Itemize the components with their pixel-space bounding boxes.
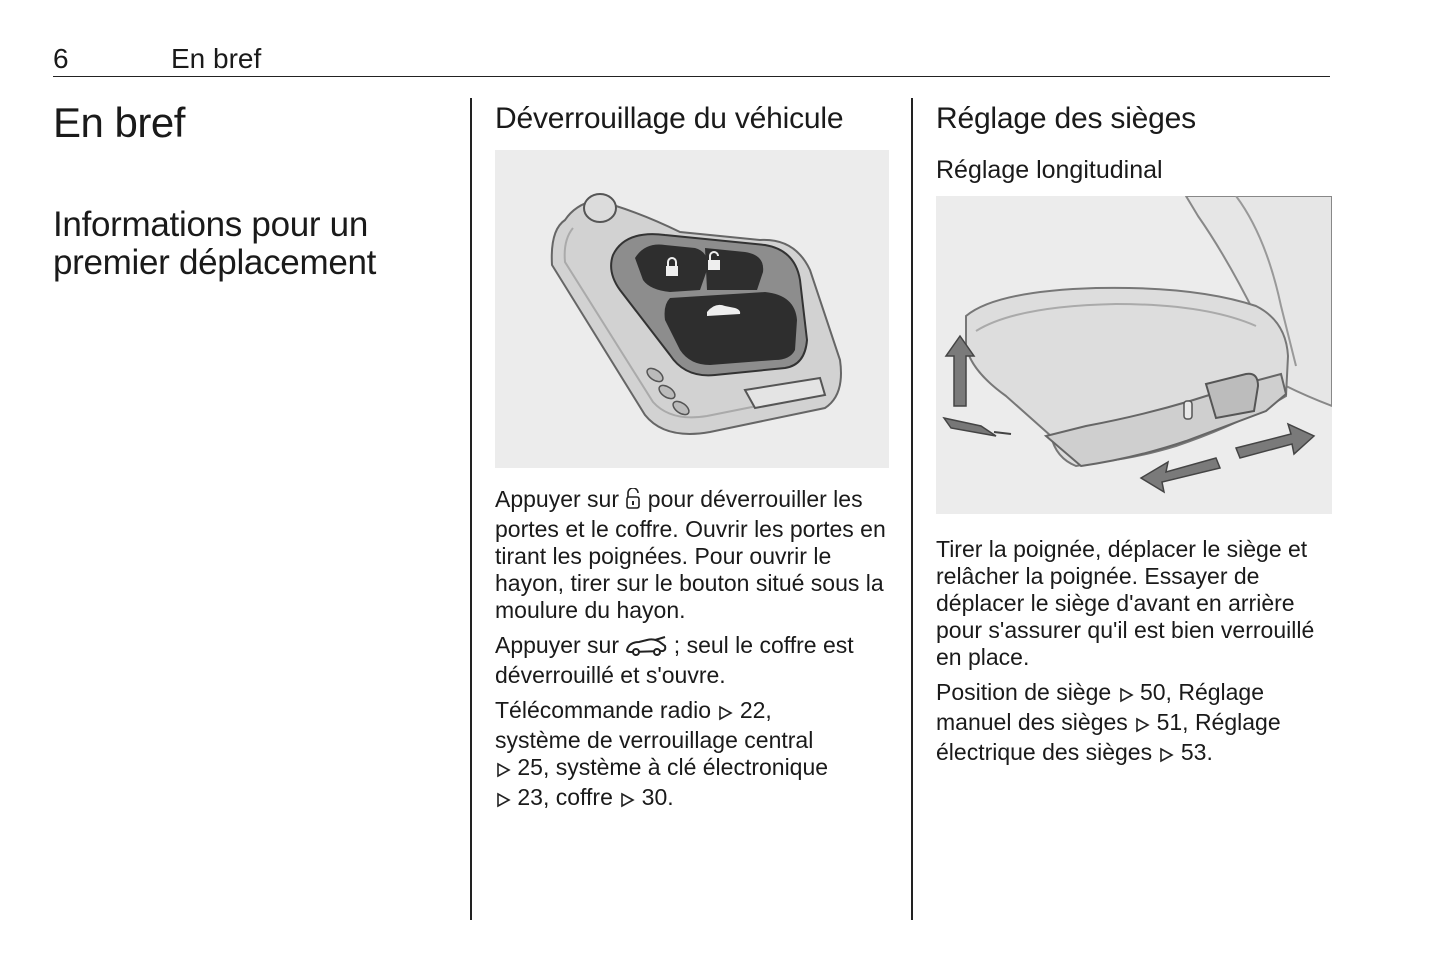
chapter-title: En bref [53, 99, 185, 146]
trunk-open-icon [625, 635, 667, 662]
references-paragraph [495, 697, 890, 814]
ref-text: Position de siège [936, 679, 1112, 705]
trunk-text-b: ; seul le coffre est déverrouillé et s'ouvre. [495, 632, 854, 688]
column-2 [495, 98, 890, 814]
unlock-text-b: pour déverrouiller les portes et le coffre. Ouvrir les portes en tirant les poignées. Pour ouvrir le hayon, tirer sur le bouton situé sous la moulure du hayon. [495, 486, 886, 623]
section-title: Informations pour un premier déplacement [53, 205, 377, 282]
page-reference-icon [1158, 742, 1174, 769]
seats-heading: Réglage des sièges [936, 102, 1196, 135]
column-divider-1 [470, 98, 472, 920]
seat-adjustment-illustration [936, 196, 1332, 514]
page-reference-icon [1134, 712, 1150, 739]
column-1 [53, 98, 453, 282]
page-header [53, 40, 1330, 77]
unlock-text-a: Appuyer sur [495, 486, 620, 512]
page-reference-icon [495, 757, 511, 784]
unlock-heading: Déverrouillage du véhicule [495, 102, 844, 135]
trunk-text-a: Appuyer sur [495, 632, 620, 658]
ref-link-remote[interactable]: 22, [739, 697, 772, 723]
unlock-icon [625, 488, 641, 516]
ref-link-electronic-key[interactable]: 23, coffre [517, 784, 613, 810]
header-section-title: En bref [171, 43, 262, 74]
seat-references-paragraph [936, 679, 1332, 769]
ref-link-manual-seats[interactable]: 51, Réglage électrique des sièges [936, 709, 1281, 765]
page-reference-icon [717, 700, 733, 727]
ref-link-seat-position[interactable]: 50, Réglage manuel des sièges [936, 679, 1265, 735]
ref-link-trunk[interactable]: 30. [641, 784, 674, 810]
page-reference-icon [495, 787, 511, 814]
key-remote-illustration [495, 150, 889, 468]
page-reference-icon [619, 787, 635, 814]
column-divider-2 [911, 98, 913, 920]
key-fob-icon [495, 150, 889, 468]
ref-text: système de verrouillage central [495, 727, 814, 753]
page-reference-icon [1118, 682, 1134, 709]
seat-icon [936, 196, 1332, 514]
seat-instructions-paragraph: Tirer la poignée, déplacer le siège et relâcher la poignée. Essayer de déplacer le siège d'avant en arrière pour s'assurer qu'il est bien verrouillé en place. [936, 536, 1315, 670]
seats-subheading: Réglage longitudinal [936, 156, 1163, 184]
ref-link-central-locking[interactable]: 25, système à clé électronique [517, 754, 829, 780]
ref-link-electric-seats[interactable]: 53. [1180, 739, 1213, 765]
page-number: 6 [53, 43, 69, 74]
column-3 [936, 98, 1332, 769]
unlock-paragraph [495, 486, 890, 624]
trunk-paragraph [495, 632, 890, 689]
ref-text: Télécommande radio [495, 697, 712, 723]
